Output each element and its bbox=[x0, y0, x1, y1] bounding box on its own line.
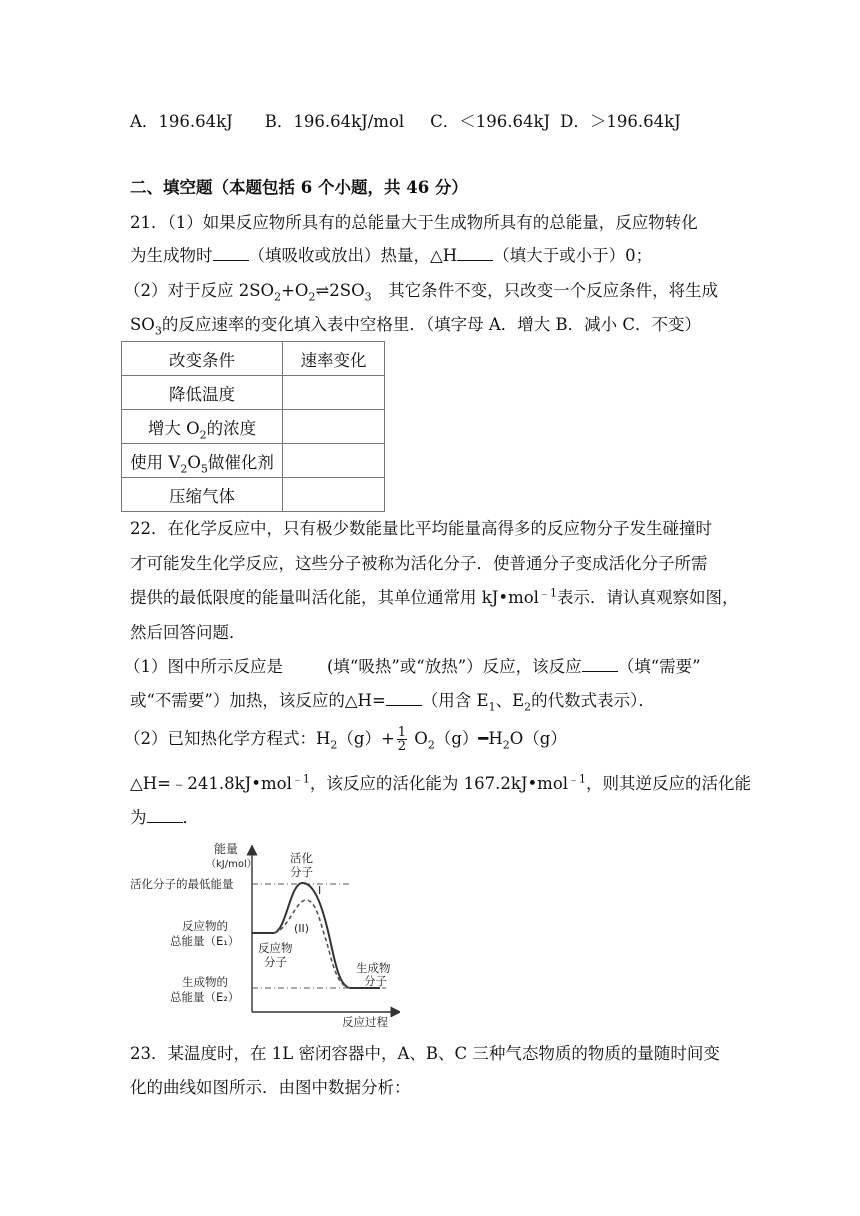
q22-equation: （2）已知热化学方程式：$H_2(g)+$ $\frac{1}{2}$ $O_2(g)━H_2O(g)$ bbox=[124, 725, 567, 754]
product-energy-label-2: 总能量（E₂） bbox=[170, 990, 240, 1004]
answer-blank[interactable] bbox=[213, 246, 249, 261]
q23-line-2: 化的曲线如图所示．由图中数据分析： bbox=[130, 1078, 411, 1097]
table-header-row bbox=[122, 342, 385, 376]
condition-cell: 增大 $O_2$的浓度 bbox=[122, 410, 283, 444]
header-condition: 改变条件 bbox=[122, 342, 283, 376]
answer-blank[interactable] bbox=[283, 657, 327, 672]
table-row bbox=[122, 444, 385, 478]
fraction-half: $\frac{1}{2}$ bbox=[397, 725, 407, 754]
reactant-molecule-label-2: 分子 bbox=[264, 955, 287, 969]
product-molecule-label-1: 生成物 bbox=[356, 961, 391, 975]
x-axis-label: 反应过程 bbox=[342, 1015, 388, 1028]
q22-line-4: 然后回答问题． bbox=[130, 623, 246, 642]
q21-line-1: 21．（1）如果反应物所具有的总能量大于生成物所具有的总能量，反应物转化 bbox=[130, 213, 698, 232]
condition-cell: 降低温度 bbox=[122, 376, 283, 410]
condition-cell: 压缩气体 bbox=[122, 478, 283, 512]
product-energy-label-1: 生成物的 bbox=[182, 975, 228, 989]
choice-options bbox=[130, 111, 681, 133]
activation-energy-label: 活化分子的最低能量 bbox=[130, 877, 234, 891]
answer-blank[interactable] bbox=[147, 808, 183, 823]
answer-blank[interactable] bbox=[457, 246, 493, 261]
reactant-molecule-label-1: 反应物 bbox=[258, 941, 293, 955]
condition-cell: 使用 $V_2O_5$做催化剂 bbox=[122, 444, 283, 478]
q22-part1-line-2: 或“不需要”）加热，该反应的△H= （用含 $E_1$、$E_2$的代数式表示）． bbox=[130, 691, 655, 714]
energy-diagram bbox=[128, 836, 400, 1028]
y-axis-unit: （kJ/mol） bbox=[206, 859, 257, 870]
rate-answer-cell[interactable] bbox=[283, 376, 385, 410]
reactant-energy-label-2: 总能量（E₁） bbox=[170, 934, 240, 948]
option-c: C．＜196.64kJ bbox=[430, 112, 551, 131]
reactant-energy-label-1: 反应物的 bbox=[182, 919, 228, 933]
table-row bbox=[122, 478, 385, 512]
section-title: 二、填空题（本题包括 6 个小题，共 46 分） bbox=[130, 178, 468, 197]
option-a: A．196.64kJ bbox=[130, 112, 233, 131]
answer-blank[interactable] bbox=[386, 691, 422, 706]
active-molecule-label-1: 活化 bbox=[290, 851, 313, 865]
header-rate: 速率变化 bbox=[283, 342, 385, 376]
q22-line-3: 提供的最低限度的能量叫活化能，其单位通常用 kJ•mol$^{﹣1}$表示．请认真观察如图， bbox=[130, 586, 739, 607]
q22-delta-h: △H=﹣241.8kJ•mol$^{﹣1}$，该反应的活化能为 167.2kJ•mol$^{﹣1}$，则其逆反应的活化能 bbox=[130, 772, 752, 793]
q23-line-1: 23．某温度时，在 1L 密闭容器中，A、B、C 三种气态物质的物质的量随时间变 bbox=[130, 1044, 720, 1063]
q22-line-1: 22．在化学反应中，只有极少数能量比平均能量高得多的反应物分子发生碰撞时 bbox=[130, 519, 712, 538]
option-d: D．＞196.64kJ bbox=[560, 112, 681, 131]
product-molecule-label-2: 分子 bbox=[364, 974, 387, 988]
curve-1-label: I bbox=[318, 884, 322, 897]
rate-answer-cell[interactable] bbox=[283, 478, 385, 512]
option-b: B．196.64kJ/mol bbox=[264, 112, 405, 131]
table-row bbox=[122, 376, 385, 410]
answer-blank[interactable] bbox=[582, 657, 618, 672]
q21-line-3: （2）对于反应 $2SO_2+O_2\rightleftharpoons 2SO_3$ 其它条件不变，只改变一个反应条件，将生成 bbox=[124, 281, 719, 304]
q22-part1-line-1: （1）图中所示反应是 (填“吸热”或“放热”）反应，该反应 （填“需要” bbox=[124, 657, 701, 676]
q22-last-line: 为 ． bbox=[130, 808, 199, 827]
curve-2-label: (II) bbox=[294, 922, 310, 935]
condition-rate-table bbox=[121, 341, 385, 512]
q21-line-4: $SO_3$的反应速率的变化填入表中空格里．（填字母 A．增大 B．减小 C．不变） bbox=[130, 315, 701, 338]
rate-answer-cell[interactable] bbox=[283, 444, 385, 478]
table-row bbox=[122, 410, 385, 444]
y-axis-label: 能量 bbox=[214, 842, 239, 856]
q22-line-2: 才可能发生化学反应，这些分子被称为活化分子．使普通分子变成活化分子所需 bbox=[130, 554, 708, 573]
q21-line-2: 为生成物时 （填吸收或放出）热量，△H （填大于或小于）0； bbox=[130, 246, 653, 265]
active-molecule-label-2: 分子 bbox=[290, 865, 313, 879]
rate-answer-cell[interactable] bbox=[283, 410, 385, 444]
